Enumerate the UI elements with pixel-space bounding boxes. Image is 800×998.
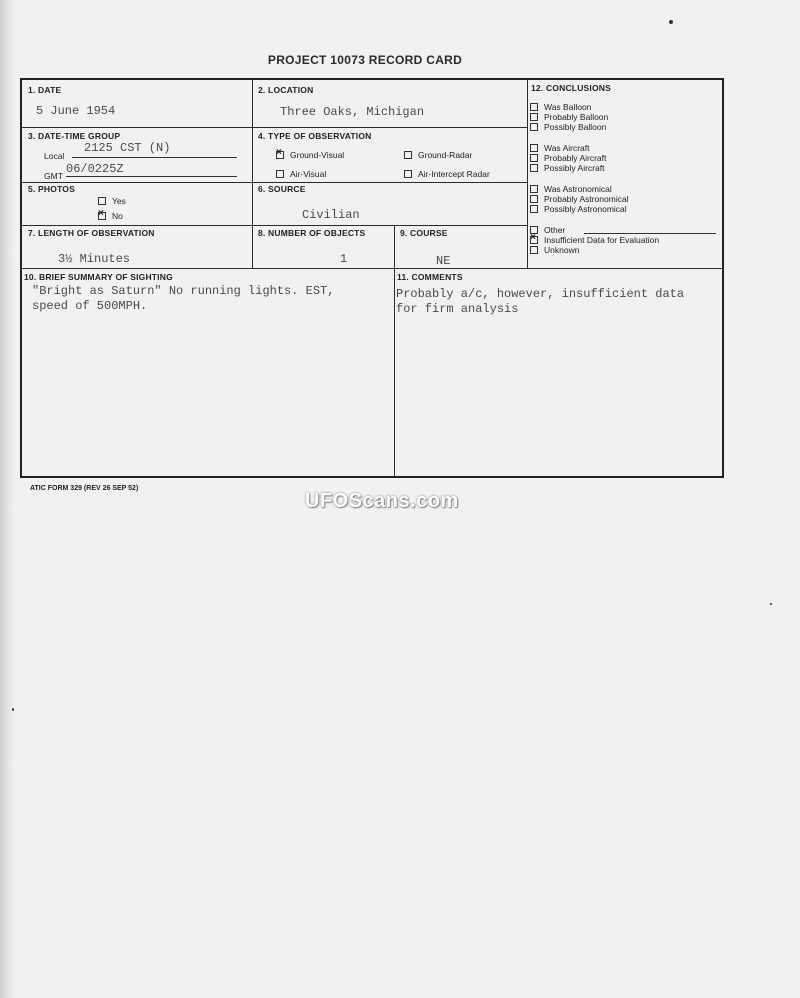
location-label: 2. LOCATION [258,85,314,95]
type-of-observation-label: 4. TYPE OF OBSERVATION [258,131,372,141]
gmt-time-value: 06/0225Z [66,162,124,176]
obs-air-intercept-radar[interactable]: Air-Intercept Radar [404,169,490,179]
conclusions-label: 12. CONCLUSIONS [531,83,611,93]
local-time-value: 2125 CST (N) [84,141,171,155]
checkbox-icon [98,197,106,205]
conclusion-insufficient-data[interactable]: ×Insufficient Data for Evaluation [530,235,659,245]
checkbox-icon [530,195,538,203]
checkbox-icon [530,103,538,111]
checkbox-icon [276,170,284,178]
summary-line-2: speed of 500MPH. [32,299,148,313]
location-value: Three Oaks, Michigan [280,105,425,119]
other-underline [584,233,716,234]
source-value: Civilian [302,208,360,222]
checked-box-icon [276,151,284,159]
summary-line-1: "Bright as Saturn" No running lights. EST, [32,284,335,298]
record-card [20,78,724,478]
summary-label: 10. BRIEF SUMMARY OF SIGHTING [24,272,173,282]
conclusion-was-astronomical[interactable]: Was Astronomical [530,184,612,194]
checkbox-icon [530,113,538,121]
scan-speck [669,20,673,24]
scan-edge-shadow [0,0,14,998]
date-value: 5 June 1954 [36,104,116,118]
local-label: Local [44,151,65,161]
number-of-objects-value: 1 [340,252,348,266]
date-label: 1. DATE [28,85,62,95]
source-label: 6. SOURCE [258,184,306,194]
length-of-observation-label: 7. LENGTH OF OBSERVATION [28,228,155,238]
conclusion-was-aircraft[interactable]: Was Aircraft [530,143,590,153]
watermark: UFOScans.com [305,490,459,512]
photos-label: 5. PHOTOS [28,184,75,194]
checkbox-icon [530,164,538,172]
checkbox-icon [530,154,538,162]
checkbox-icon [530,144,538,152]
length-of-observation-value: 3½ Minutes [58,252,131,266]
checkbox-icon [530,205,538,213]
date-time-group-label: 3. DATE-TIME GROUP [28,131,121,141]
checkbox-icon [404,170,412,178]
comments-line-2: for firm analysis [396,302,519,316]
checkbox-icon [404,151,412,159]
course-value: NE [436,254,451,268]
scan-speck [12,708,14,711]
comments-line-1: Probably a/c, however, insufficient data [396,287,685,301]
course-label: 9. COURSE [400,228,448,238]
conclusion-unknown[interactable]: Unknown [530,245,579,255]
form-id: ATIC FORM 329 (REV 26 SEP 52) [30,485,139,492]
checkbox-icon [530,185,538,193]
conclusion-other[interactable]: Other [530,225,565,235]
obs-ground-visual[interactable]: ×Ground-Visual [276,150,344,160]
conclusion-probably-astronomical[interactable]: Probably Astronomical [530,194,629,204]
gmt-label: GMT [44,171,63,181]
comments-label: 11. COMMENTS [397,272,463,282]
checked-box-icon [530,236,538,244]
conclusion-possibly-aircraft[interactable]: Possibly Aircraft [530,163,604,173]
obs-ground-radar[interactable]: Ground-Radar [404,150,472,160]
checkbox-icon [530,246,538,254]
checkbox-icon [530,123,538,131]
conclusion-was-balloon[interactable]: Was Balloon [530,102,591,112]
photos-yes[interactable]: Yes [98,196,126,206]
photos-no[interactable]: ×No [98,211,123,221]
conclusion-possibly-balloon[interactable]: Possibly Balloon [530,122,606,132]
number-of-objects-label: 8. NUMBER OF OBJECTS [258,228,366,238]
conclusion-possibly-astronomical[interactable]: Possibly Astronomical [530,204,627,214]
conclusion-probably-balloon[interactable]: Probably Balloon [530,112,608,122]
checked-box-icon [98,212,106,220]
conclusion-probably-aircraft[interactable]: Probably Aircraft [530,153,606,163]
obs-air-visual[interactable]: Air-Visual [276,169,326,179]
scan-speck [770,603,772,605]
card-title: PROJECT 10073 RECORD CARD [267,53,463,67]
